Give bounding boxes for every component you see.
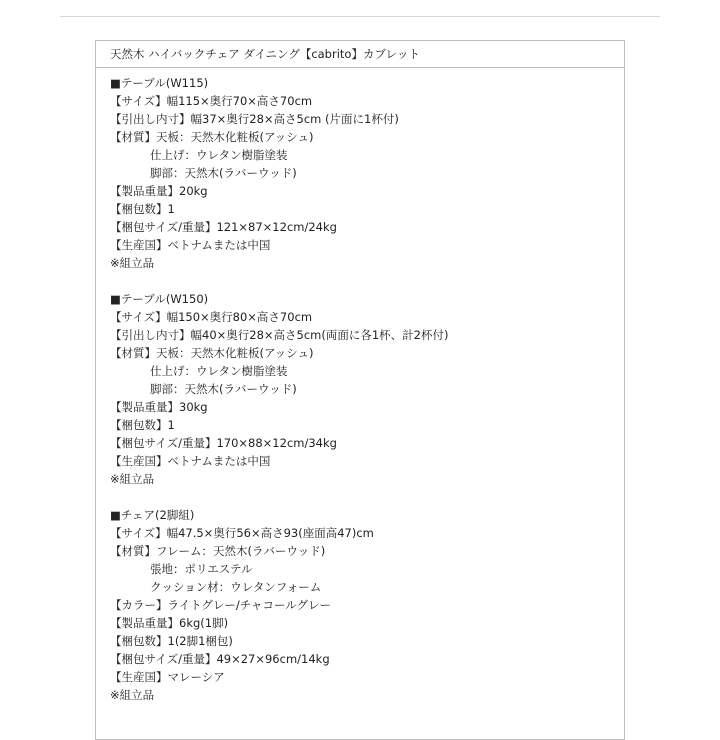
spec-line-material: 【材質】フレーム：天然木(ラバーウッド) (110, 544, 326, 558)
spec-line-package-count: 【梱包数】1(2脚1梱包) (110, 634, 233, 648)
top-divider (60, 16, 660, 17)
spec-line-size: 【サイズ】幅47.5×奥行56×高さ93(座面高47)cm (110, 526, 374, 540)
spec-line-upholstery: 張地：ポリエステル (150, 562, 253, 576)
spec-line-package-size: 【梱包サイズ/重量】121×87×12cm/24kg (110, 220, 337, 234)
spec-line-package-count: 【梱包数】1 (110, 202, 175, 216)
spec-line-cushion: クッション材：ウレタンフォーム (150, 580, 322, 594)
spec-line-size: 【サイズ】幅115×奥行70×高さ70cm (110, 94, 313, 108)
spec-table (95, 40, 625, 740)
spec-line-color: 【カラー】ライトグレー/チャコールグレー (110, 598, 331, 612)
spec-line-origin: 【生産国】マレーシア (110, 670, 225, 684)
spec-line-material: 【材質】天板：天然木化粧板(アッシュ) (110, 346, 314, 360)
spec-line-drawer: 【引出し内寸】幅37×奥行28×高さ5cm (片面に1杯付) (110, 112, 399, 126)
spec-line-weight: 【製品重量】30kg (110, 400, 208, 414)
spec-line-legs: 脚部：天然木(ラバーウッド) (150, 382, 297, 396)
spec-line-drawer: 【引出し内寸】幅40×奥行28×高さ5cm(両面に各1杯、計2杯付) (110, 328, 449, 342)
spec-line-finish: 仕上げ：ウレタン樹脂塗装 (150, 148, 288, 162)
spec-line-weight: 【製品重量】20kg (110, 184, 208, 198)
section-heading: ■テーブル(W115) (110, 76, 209, 90)
spec-line-package-size: 【梱包サイズ/重量】49×27×96cm/14kg (110, 652, 330, 666)
spec-section-table-w150 (110, 290, 624, 488)
spec-line-origin: 【生産国】ベトナムまたは中国 (110, 238, 271, 252)
spec-body (96, 68, 624, 704)
spec-line-assembly: ※組立品 (110, 688, 155, 702)
spec-line-legs: 脚部：天然木(ラバーウッド) (150, 166, 297, 180)
spec-line-size: 【サイズ】幅150×奥行80×高さ70cm (110, 310, 313, 324)
spec-line-assembly: ※組立品 (110, 256, 155, 270)
spec-line-package-count: 【梱包数】1 (110, 418, 175, 432)
section-heading: ■テーブル(W150) (110, 292, 209, 306)
spec-line-assembly: ※組立品 (110, 472, 155, 486)
spec-line-finish: 仕上げ：ウレタン樹脂塗装 (150, 364, 288, 378)
section-heading: ■チェア(2脚組) (110, 508, 195, 522)
spec-line-origin: 【生産国】ベトナムまたは中国 (110, 454, 271, 468)
spec-line-package-size: 【梱包サイズ/重量】170×88×12cm/34kg (110, 436, 337, 450)
spec-section-table-w115 (110, 74, 624, 272)
spec-section-chair (110, 506, 624, 704)
spec-line-weight: 【製品重量】6kg(1脚) (110, 616, 229, 630)
spec-line-material: 【材質】天板：天然木化粧板(アッシュ) (110, 130, 314, 144)
spec-title: 天然木 ハイバックチェア ダイニング【cabrito】カブレット (96, 41, 624, 68)
